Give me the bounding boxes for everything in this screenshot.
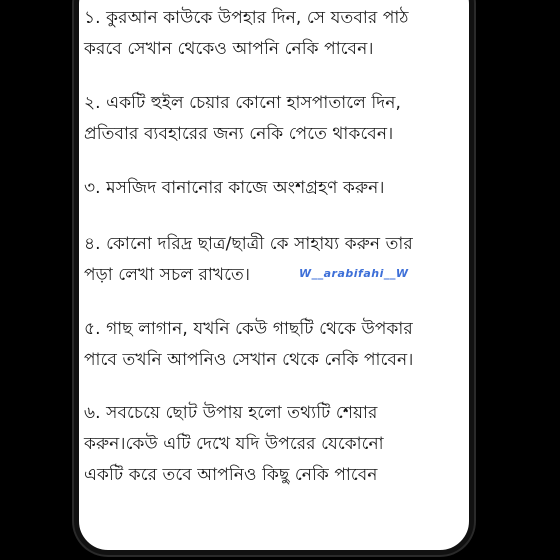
item-6-line-3: একটি করে তবে আপনিও কিছু নেকি পাবেন <box>84 465 378 485</box>
item-6-line-1: ৬. সবচেয়ে ছোট উপায় হলো তথ্যটি শেয়ার <box>84 403 378 423</box>
watermark-text: W__arabifahi__W <box>299 267 409 280</box>
list-item-4 <box>84 229 464 291</box>
item-4-line-2: পড়া লেখা সচল রাখতে। <box>84 265 251 285</box>
list-item-1 <box>84 3 464 65</box>
list-item-2 <box>84 88 464 150</box>
list-item-6 <box>84 398 464 491</box>
item-6-line-2: করুন।কেউ এটি দেখে যদি উপরের যেকোনো <box>84 434 384 454</box>
list-item-5 <box>84 314 464 376</box>
item-1-line-1: ১. কুরআন কাউকে উপহার দিন, সে যতবার পাঠ <box>84 8 409 28</box>
item-2-line-2: প্রতিবার ব্যবহারের জন্য নেকি পেতে থাকবেন। <box>84 124 394 144</box>
item-2-line-1: ২. একটি হুইল চেয়ার কোনো হাসপাতালে দিন, <box>84 93 401 113</box>
item-5-line-2: পাবে তখনি আপনিও সেখান থেকে নেকি পাবেন। <box>84 350 414 370</box>
item-1-line-2: করবে সেখান থেকেও আপনি নেকি পাবেন। <box>84 39 374 59</box>
item-4-line-1: ৪. কোনো দরিদ্র ছাত্র/ছাত্রী কে সাহায্য করুন তার <box>84 234 413 254</box>
item-5-line-1: ৫. গাছ লাগান, যখনি কেউ গাছটি থেকে উপকার <box>84 319 413 339</box>
list-item-3 <box>84 173 464 204</box>
item-3-line-1: ৩. মসজিদ বানানোর কাজে অংশগ্রহণ করুন। <box>84 178 385 198</box>
